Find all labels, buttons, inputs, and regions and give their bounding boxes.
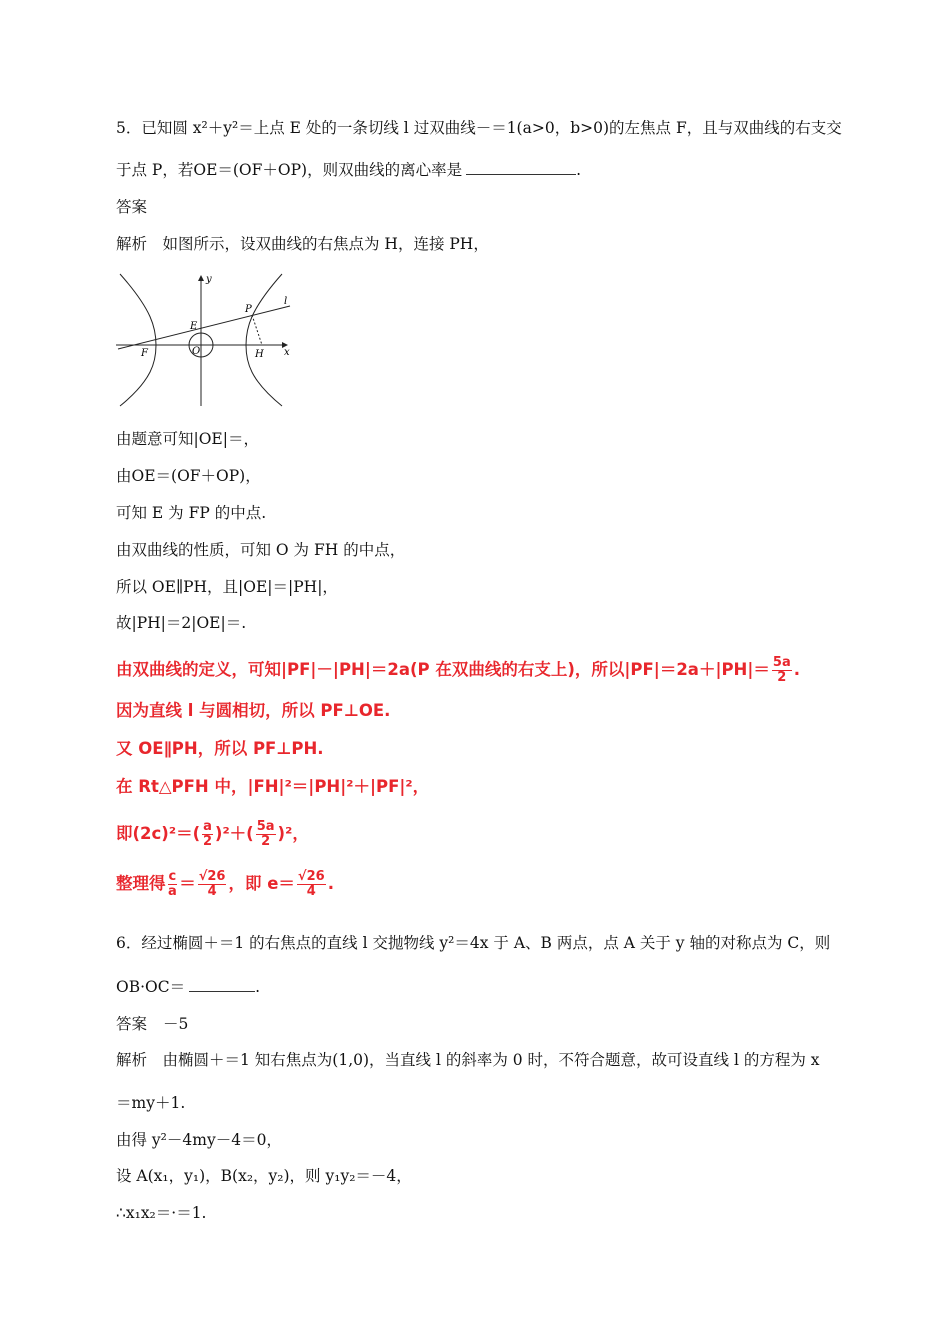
problem5-step-3: 可知 E 为 FP 的中点. — [116, 504, 267, 522]
fraction-denominator: 4 — [207, 884, 217, 899]
problem5-question-text: 于点 P，若OE＝(OF＋OP)，则双曲线的离心率是 — [116, 161, 463, 179]
problem5-question-line2: 于点 P，若OE＝(OF＋OP)，则双曲线的离心率是 . — [116, 161, 582, 179]
red-step-6-mid: ，即 e＝ — [228, 874, 295, 893]
red-step-5 — [116, 820, 309, 849]
problem5-step-5: 所以 OE∥PH，且|OE|＝|PH|， — [116, 578, 338, 596]
fraction-numerator: 5a — [772, 655, 791, 670]
red-step-2: 因为直线 l 与圆相切，所以 PF⊥OE. — [116, 701, 391, 720]
problem6-step-3: ∴x₁x₂＝·＝1. — [116, 1204, 207, 1222]
red-step-5-end: )²， — [277, 824, 309, 843]
segment-ph — [252, 315, 262, 345]
y-axis-arrow — [198, 275, 204, 281]
problem5-step-1: 由题意可知|OE|＝， — [116, 430, 259, 448]
fraction-numerator: √26 — [297, 869, 325, 884]
problem6-step-1: 由得 y²－4my－4＝0， — [116, 1131, 282, 1149]
problem6-analysis-line1: 解析 由椭圆＋＝1 知右焦点为(1,0)，当直线 l 的斜率为 0 时，不符合题意，故可设直线 l 的方程为 x — [116, 1051, 820, 1069]
fraction-numerator: √26 — [198, 869, 226, 884]
fraction-c-over-a — [168, 870, 178, 899]
answer-blank — [189, 977, 255, 992]
problem6-analysis-line2: ＝my＋1. — [116, 1094, 186, 1112]
fraction-numerator: a — [203, 819, 212, 834]
red-step-6-equals: ＝ — [179, 874, 196, 893]
label-e: E — [190, 321, 198, 332]
red-step-5-mid: )²＋( — [214, 824, 254, 843]
problem6-question-end: . — [255, 978, 261, 996]
fraction-5a-over-2 — [256, 820, 276, 849]
hyperbola-right-branch — [246, 274, 282, 406]
fraction-a-over-2 — [202, 820, 213, 849]
problem6-answer-label: 答案 — [116, 1015, 148, 1033]
red-step-6-start: 整理得 — [116, 874, 166, 893]
fraction-sqrt26-over-4 — [198, 870, 227, 899]
label-o: O — [192, 346, 201, 357]
red-step-6-end: . — [327, 874, 334, 893]
problem5-answer-label: 答案 — [116, 198, 148, 216]
fraction-denominator: 2 — [777, 670, 787, 685]
label-y: y — [206, 274, 212, 285]
label-p: P — [245, 304, 252, 315]
problem6-answer-value: －5 — [163, 1015, 189, 1033]
problem6-step-2: 设 A(x₁，y₁)，B(x₂，y₂)，则 y₁y₂＝－4， — [116, 1167, 412, 1185]
label-h: H — [255, 349, 264, 360]
label-f: F — [141, 348, 148, 359]
problem6-answer — [116, 1014, 188, 1034]
tangent-line-l — [118, 306, 290, 349]
problem5-step-4: 由双曲线的性质，可知 O 为 FH 的中点， — [116, 541, 406, 559]
problem6-question-line2 — [116, 977, 260, 997]
fraction-denominator: 2 — [202, 834, 213, 849]
label-l: l — [284, 296, 288, 307]
problem6-question-line1: 6．经过椭圆＋＝1 的右焦点的直线 l 交抛物线 y²＝4x 于 A、B 两点，点 A 关于 y 轴的对称点为 C，则 — [116, 934, 831, 952]
answer-blank — [466, 160, 576, 175]
red-step-3: 又 OE∥PH，所以 PF⊥PH. — [116, 739, 324, 758]
hyperbola-figure — [112, 270, 297, 410]
fraction-denominator: 2 — [261, 834, 271, 849]
fraction-sqrt26-over-4 — [297, 870, 326, 899]
problem5-step-2: 由OE＝(OF＋OP)， — [116, 467, 261, 485]
fraction-denominator: a — [167, 884, 177, 899]
red-step-1 — [116, 656, 800, 685]
red-step-4: 在 Rt△PFH 中，|FH|²＝|PH|²＋|PF|²， — [116, 777, 430, 796]
red-step-5-start: 即(2c)²＝( — [116, 824, 201, 843]
problem5-step-6: 故|PH|＝2|OE|＝. — [116, 614, 247, 632]
fraction-denominator: 4 — [306, 884, 316, 899]
problem5-analysis-intro: 解析 如图所示，设双曲线的右焦点为 H，连接 PH， — [116, 235, 489, 253]
problem5-question-line1: 5．已知圆 x²＋y²＝上点 E 处的一条切线 l 过双曲线－＝1(a>0，b>0)的左焦点 F，且与双曲线的右支交 — [116, 119, 842, 137]
fraction-numerator: c — [168, 869, 177, 884]
fraction-5a-over-2 — [772, 656, 792, 685]
problem6-question-text: OB·OC＝ — [116, 978, 186, 996]
red-step-6 — [116, 870, 334, 899]
red-step-1-end: . — [793, 660, 801, 679]
fraction-numerator: 5a — [256, 819, 275, 834]
label-x: x — [284, 347, 290, 358]
hyperbola-left-branch — [120, 274, 156, 406]
red-step-1-text: 由双曲线的定义，可知|PF|－|PH|＝2a(P 在双曲线的右支上)，所以|PF|＝2a＋|PH|＝ — [116, 660, 770, 679]
